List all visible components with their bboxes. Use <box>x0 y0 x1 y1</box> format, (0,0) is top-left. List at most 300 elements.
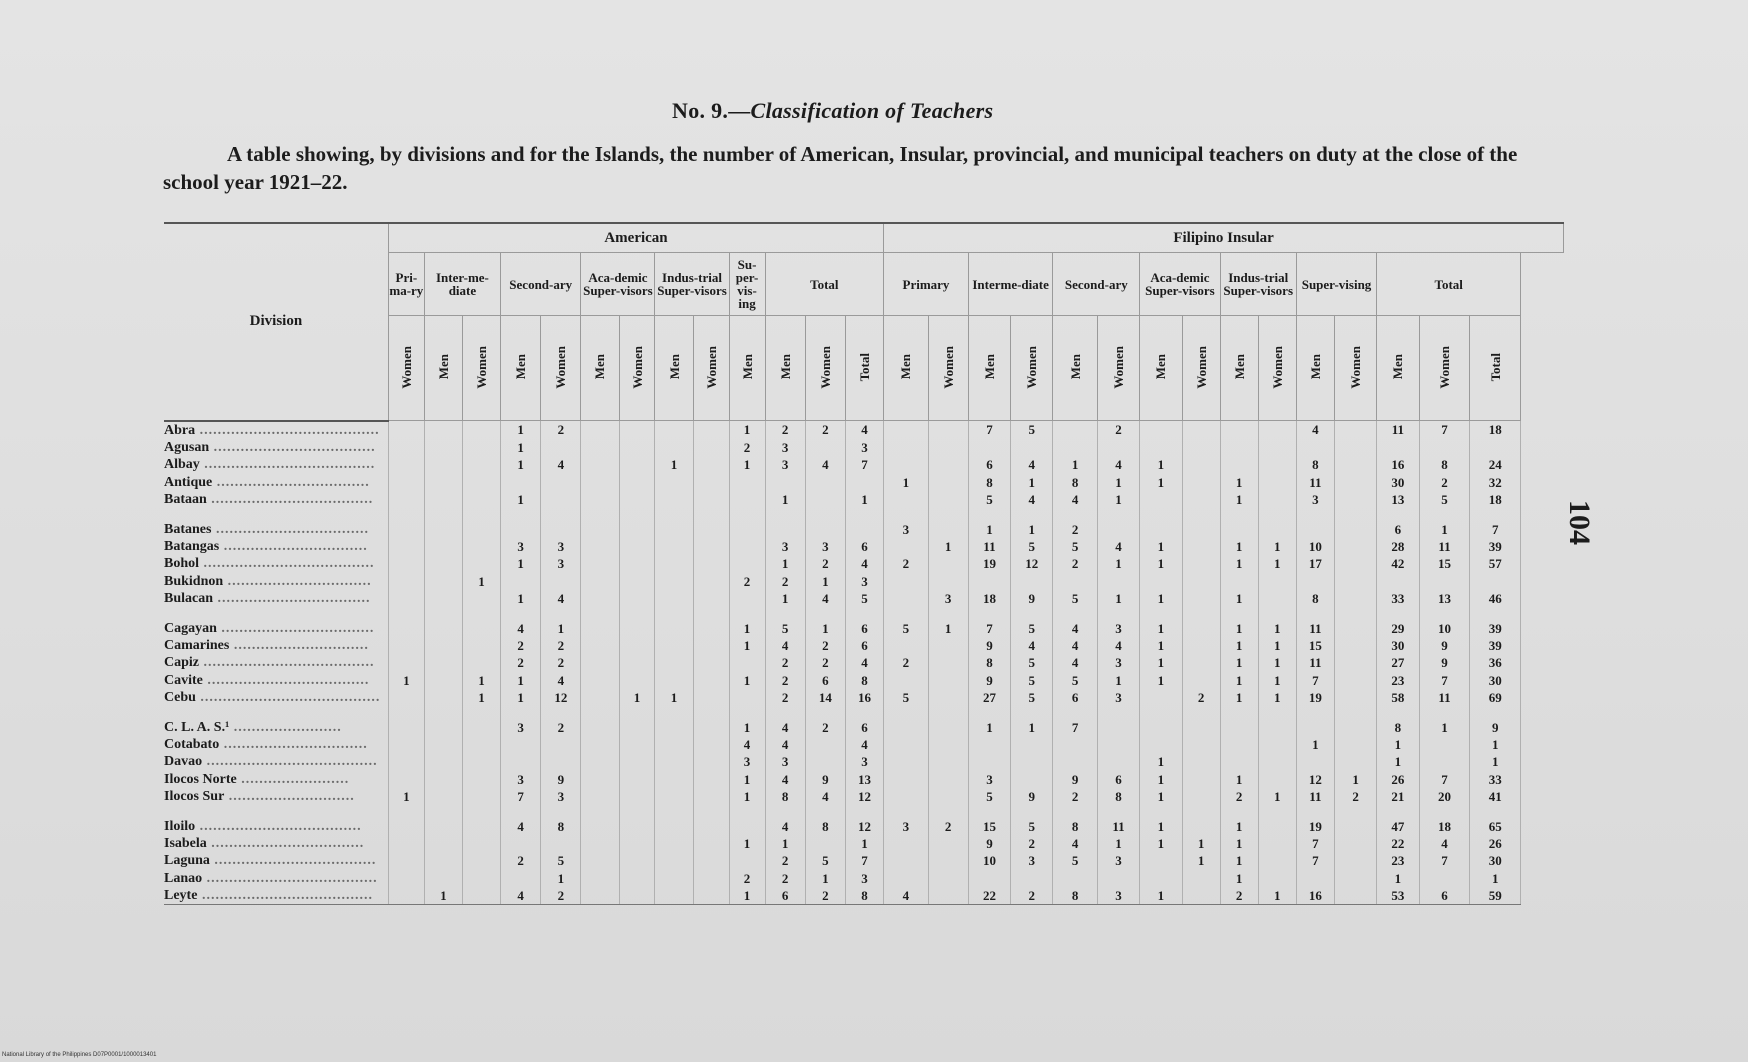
table-cell: 4 <box>729 736 765 753</box>
table-cell: 5 <box>1011 538 1053 555</box>
table-cell: 10 <box>1419 619 1470 636</box>
table-cell: 9 <box>1011 788 1053 805</box>
table-cell: 1 <box>805 619 845 636</box>
table-row <box>164 835 1564 852</box>
sub-header-women <box>388 316 424 421</box>
sub-header-label: Women <box>817 345 833 389</box>
table-cell: 1 <box>968 520 1010 537</box>
table-cell: 1 <box>845 835 883 852</box>
table-cell <box>462 654 500 671</box>
table-cell: 1 <box>1296 736 1334 753</box>
division-name: Bukidnon ................................ <box>164 573 388 590</box>
table-cell: 1 <box>1258 689 1296 706</box>
table-cell: 13 <box>1419 590 1470 607</box>
table-cell <box>805 520 845 537</box>
table-cell: 2 <box>805 637 845 654</box>
table-cell <box>968 869 1010 886</box>
table-cell <box>1334 538 1376 555</box>
sub-header-label: Women <box>1348 345 1364 389</box>
table-cell: 4 <box>1053 491 1097 508</box>
table-cell: 3 <box>928 590 968 607</box>
table-cell: 16 <box>845 689 883 706</box>
table-cell <box>693 672 729 689</box>
table-cell <box>581 474 619 491</box>
division-name-text: Laguna <box>164 853 210 869</box>
table-cell <box>693 538 729 555</box>
table-cell: 6 <box>1053 689 1097 706</box>
table-cell: 17 <box>1296 555 1334 572</box>
table-cell: 3 <box>765 753 805 770</box>
table-cell: 1 <box>1220 491 1258 508</box>
table-cell: 3 <box>1097 852 1139 869</box>
page-number: 104 <box>1563 500 1596 545</box>
american-header: American <box>388 223 883 253</box>
table-cell <box>462 869 500 886</box>
table-cell <box>462 718 500 735</box>
table-cell: 1 <box>1140 771 1182 788</box>
table-cell: 2 <box>1011 887 1053 905</box>
table-cell: 12 <box>845 788 883 805</box>
table-cell: 4 <box>1097 637 1139 654</box>
table-cell: 1 <box>1140 555 1182 572</box>
table-cell <box>1097 736 1139 753</box>
table-cell: 10 <box>1296 538 1334 555</box>
table-cell <box>581 835 619 852</box>
table-cell: 8 <box>1053 474 1097 491</box>
table-cell <box>462 852 500 869</box>
table-cell: 2 <box>541 887 581 905</box>
table-cell: 1 <box>1220 619 1258 636</box>
table-cell <box>968 753 1010 770</box>
table-cell <box>1334 672 1376 689</box>
table-cell: 1 <box>1220 555 1258 572</box>
table-cell: 6 <box>968 456 1010 473</box>
table-cell: 3 <box>1296 491 1334 508</box>
table-cell: 1 <box>1140 654 1182 671</box>
table-cell <box>729 654 765 671</box>
table-cell: 1 <box>1220 771 1258 788</box>
table-cell: 3 <box>1011 852 1053 869</box>
table-cell <box>1470 573 1521 590</box>
table-cell <box>693 573 729 590</box>
table-cell <box>805 439 845 456</box>
table-cell <box>1053 736 1097 753</box>
table-cell: 30 <box>1470 852 1521 869</box>
table-cell: 3 <box>765 538 805 555</box>
table-cell: 30 <box>1377 637 1419 654</box>
table-cell <box>424 753 462 770</box>
table-cell <box>581 689 619 706</box>
table-cell <box>1220 520 1258 537</box>
table-cell <box>655 835 693 852</box>
title-prefix: No. 9.— <box>672 98 751 123</box>
table-cell <box>693 590 729 607</box>
table-cell <box>1334 474 1376 491</box>
table-cell <box>388 718 424 735</box>
table-cell <box>619 887 655 905</box>
sub-header-label: Women <box>398 345 414 389</box>
table-cell <box>1220 753 1258 770</box>
table-row <box>164 654 1564 671</box>
table-cell <box>693 654 729 671</box>
table-cell <box>729 491 765 508</box>
table-cell <box>729 520 765 537</box>
table-cell <box>884 573 928 590</box>
table-cell: 1 <box>1220 654 1258 671</box>
table-cell: 4 <box>765 637 805 654</box>
table-cell: 58 <box>1377 689 1419 706</box>
table-cell <box>928 421 968 439</box>
table-cell: 1 <box>1097 555 1139 572</box>
table-cell: 1 <box>729 771 765 788</box>
table-cell <box>655 817 693 834</box>
table-cell <box>1182 439 1220 456</box>
table-cell: 36 <box>1470 654 1521 671</box>
sub-header-men <box>884 316 928 421</box>
division-name: Davao ...................................... <box>164 753 388 770</box>
table-cell <box>462 491 500 508</box>
table-cell: 7 <box>1470 520 1521 537</box>
table-row <box>164 753 1564 770</box>
table-row <box>164 439 1564 456</box>
sub-header-label: Men <box>592 354 608 380</box>
division-name-text: Cagayan <box>164 620 217 636</box>
table-cell <box>619 520 655 537</box>
table-cell: 2 <box>928 817 968 834</box>
table-cell: 5 <box>805 852 845 869</box>
table-cell <box>388 689 424 706</box>
table-cell: 1 <box>1097 590 1139 607</box>
table-cell: 1 <box>1470 736 1521 753</box>
table-row <box>164 852 1564 869</box>
table-cell <box>845 520 883 537</box>
table-cell <box>655 788 693 805</box>
title-italic: Classification of Teachers <box>750 98 994 123</box>
division-name: Antique .................................. <box>164 474 388 491</box>
table-cell: 1 <box>1470 869 1521 886</box>
sub-header-label: Women <box>473 345 489 389</box>
table-cell <box>1334 555 1376 572</box>
table-cell: 10 <box>968 852 1010 869</box>
table-cell <box>388 736 424 753</box>
table-row <box>164 771 1564 788</box>
table-cell <box>1419 736 1470 753</box>
table-cell: 2 <box>541 654 581 671</box>
division-name: Lanao ...................................... <box>164 869 388 886</box>
table-cell: 4 <box>1053 835 1097 852</box>
table-cell: 33 <box>1377 590 1419 607</box>
table-cell: 1 <box>1097 835 1139 852</box>
sub-header-women <box>1258 316 1296 421</box>
table-cell <box>968 736 1010 753</box>
group-header-6: Total <box>765 253 884 316</box>
table-cell <box>1140 736 1182 753</box>
table-cell: 1 <box>729 456 765 473</box>
table-cell <box>388 887 424 905</box>
table-cell: 1 <box>1258 619 1296 636</box>
sub-header-label: Men <box>1307 354 1323 380</box>
table-cell: 1 <box>1140 619 1182 636</box>
table-cell <box>1258 835 1296 852</box>
table-cell <box>1334 689 1376 706</box>
table-cell <box>693 439 729 456</box>
table-cell <box>581 788 619 805</box>
table-cell <box>501 869 541 886</box>
table-cell: 9 <box>968 637 1010 654</box>
table-cell <box>928 852 968 869</box>
table-cell: 5 <box>845 590 883 607</box>
table-cell <box>581 439 619 456</box>
table-cell <box>1419 439 1470 456</box>
sub-header-label: Men <box>1153 354 1169 380</box>
table-cell <box>1097 573 1139 590</box>
division-name-text: Iloilo <box>164 818 196 834</box>
table-cell <box>388 474 424 491</box>
table-cell <box>1140 852 1182 869</box>
table-cell <box>1182 474 1220 491</box>
table-cell <box>1182 869 1220 886</box>
table-cell: 1 <box>845 491 883 508</box>
table-row <box>164 421 1564 439</box>
table-cell: 1 <box>501 421 541 439</box>
table-cell <box>541 736 581 753</box>
table-cell: 1 <box>501 590 541 607</box>
table-cell <box>1182 817 1220 834</box>
table-cell: 4 <box>501 887 541 905</box>
table-cell: 27 <box>968 689 1010 706</box>
table-cell <box>655 555 693 572</box>
table-cell: 8 <box>845 672 883 689</box>
sub-header-women <box>1097 316 1139 421</box>
table-cell <box>928 654 968 671</box>
table-cell: 2 <box>884 654 928 671</box>
table-cell <box>1258 753 1296 770</box>
table-cell: 5 <box>1011 817 1053 834</box>
table-cell <box>541 520 581 537</box>
table-cell: 1 <box>884 474 928 491</box>
table-cell <box>1419 869 1470 886</box>
division-name-text: Camarines <box>164 637 230 653</box>
table-cell <box>729 538 765 555</box>
table-cell: 1 <box>1220 817 1258 834</box>
table-cell <box>655 887 693 905</box>
table-cell <box>619 573 655 590</box>
table-cell <box>424 573 462 590</box>
table-cell: 6 <box>845 619 883 636</box>
table-cell <box>1011 771 1053 788</box>
table-cell: 1 <box>968 718 1010 735</box>
table-cell <box>928 788 968 805</box>
sub-header-women <box>1182 316 1220 421</box>
table-cell <box>765 520 805 537</box>
table-cell: 2 <box>541 718 581 735</box>
table-cell <box>424 538 462 555</box>
table-cell: 12 <box>1296 771 1334 788</box>
table-cell: 2 <box>541 637 581 654</box>
table-cell <box>1182 637 1220 654</box>
table-cell <box>928 456 968 473</box>
table-cell <box>884 753 928 770</box>
table-cell: 4 <box>1097 456 1139 473</box>
table-cell <box>581 520 619 537</box>
table-cell <box>1220 439 1258 456</box>
table-cell <box>968 439 1010 456</box>
sub-header-label: Total <box>857 352 873 382</box>
table-cell <box>655 718 693 735</box>
table-cell <box>1182 491 1220 508</box>
table-cell: 23 <box>1377 852 1419 869</box>
table-cell <box>1097 718 1139 735</box>
table-cell <box>619 590 655 607</box>
table-cell: 1 <box>1011 474 1053 491</box>
table-cell: 4 <box>845 555 883 572</box>
division-name-text: Lanao <box>164 870 203 886</box>
table-cell: 39 <box>1470 538 1521 555</box>
table-row <box>164 869 1564 886</box>
table-cell <box>619 835 655 852</box>
table-cell: 2 <box>1053 520 1097 537</box>
sub-header-men <box>501 316 541 421</box>
table-cell <box>1011 573 1053 590</box>
table-cell <box>424 689 462 706</box>
table-cell: 5 <box>1011 672 1053 689</box>
table-cell: 5 <box>541 852 581 869</box>
table-cell <box>619 491 655 508</box>
table-row <box>164 689 1564 706</box>
division-name-text: Antique <box>164 474 213 490</box>
table-cell: 1 <box>501 456 541 473</box>
table-cell <box>928 520 968 537</box>
table-cell: 5 <box>1011 619 1053 636</box>
table-cell: 8 <box>1053 817 1097 834</box>
table-cell: 7 <box>1296 835 1334 852</box>
sub-header-men <box>581 316 619 421</box>
table-cell: 3 <box>1097 619 1139 636</box>
table-cell <box>581 852 619 869</box>
table-cell <box>928 689 968 706</box>
table-cell: 2 <box>729 573 765 590</box>
table-cell <box>655 573 693 590</box>
table-cell: 47 <box>1377 817 1419 834</box>
table-row <box>164 590 1564 607</box>
division-name-text: Batanes <box>164 521 212 537</box>
table-cell: 7 <box>968 421 1010 439</box>
table-cell: 3 <box>501 771 541 788</box>
table-cell <box>388 817 424 834</box>
footer-credit: National Library of the Philippines D07P0001/1000013401 <box>2 1052 157 1058</box>
table-cell <box>655 869 693 886</box>
table-cell <box>619 736 655 753</box>
table-cell: 8 <box>1296 456 1334 473</box>
division-name-text: Capiz <box>164 655 199 671</box>
table-cell: 1 <box>1220 689 1258 706</box>
table-cell: 1 <box>805 869 845 886</box>
table-cell <box>424 456 462 473</box>
table-cell: 4 <box>805 788 845 805</box>
table-cell: 22 <box>1377 835 1419 852</box>
table-cell <box>693 474 729 491</box>
division-name: Ilocos Sur ............................ <box>164 788 388 805</box>
division-name: Bataan .................................... <box>164 491 388 508</box>
table-cell <box>655 538 693 555</box>
table-cell: 27 <box>1377 654 1419 671</box>
table-cell <box>424 654 462 671</box>
table-cell: 1 <box>1097 474 1139 491</box>
table-cell <box>581 718 619 735</box>
table-cell <box>619 619 655 636</box>
table-cell <box>1220 736 1258 753</box>
table-cell: 18 <box>1419 817 1470 834</box>
table-cell <box>424 817 462 834</box>
table-cell <box>1140 718 1182 735</box>
table-cell <box>424 835 462 852</box>
division-header: Division <box>164 223 388 421</box>
table-cell <box>501 753 541 770</box>
table-cell: 18 <box>968 590 1010 607</box>
table-cell <box>1334 835 1376 852</box>
table-cell: 30 <box>1377 474 1419 491</box>
table-cell <box>1258 520 1296 537</box>
table-cell <box>424 474 462 491</box>
group-header-11: Indus-trial Super-visors <box>1220 253 1296 316</box>
table-cell: 4 <box>1053 637 1097 654</box>
table-cell: 3 <box>541 555 581 572</box>
table-cell: 2 <box>1053 788 1097 805</box>
table-cell: 5 <box>1011 689 1053 706</box>
table-cell <box>1258 491 1296 508</box>
table-cell <box>1097 520 1139 537</box>
table-cell <box>462 590 500 607</box>
table-cell <box>693 456 729 473</box>
table-cell <box>1334 590 1376 607</box>
table-cell: 1 <box>1419 718 1470 735</box>
table-cell: 9 <box>1053 771 1097 788</box>
table-cell <box>388 753 424 770</box>
table-cell <box>424 619 462 636</box>
table-cell <box>462 753 500 770</box>
table-cell: 2 <box>501 852 541 869</box>
division-name-text: Agusan <box>164 440 210 456</box>
table-cell: 1 <box>388 672 424 689</box>
table-cell <box>1182 619 1220 636</box>
table-cell <box>928 771 968 788</box>
table-cell: 13 <box>1377 491 1419 508</box>
table-cell <box>1011 753 1053 770</box>
table-cell <box>928 835 968 852</box>
group-header-10: Aca-demic Super-visors <box>1140 253 1220 316</box>
table-cell <box>388 520 424 537</box>
row-spacer <box>164 805 1564 817</box>
table-cell <box>388 852 424 869</box>
table-cell <box>541 753 581 770</box>
table-cell <box>619 538 655 555</box>
table-cell <box>1334 736 1376 753</box>
table-cell <box>388 590 424 607</box>
table-cell <box>805 491 845 508</box>
table-cell: 2 <box>1011 835 1053 852</box>
table-cell <box>462 474 500 491</box>
table-cell <box>655 590 693 607</box>
sub-header-label: Total <box>1487 352 1503 382</box>
table-cell: 4 <box>1011 456 1053 473</box>
table-cell: 1 <box>1220 538 1258 555</box>
table-cell <box>655 753 693 770</box>
table-cell: 8 <box>1377 718 1419 735</box>
table-cell: 2 <box>805 718 845 735</box>
table-cell: 12 <box>845 817 883 834</box>
table-cell <box>462 421 500 439</box>
table-cell <box>1140 439 1182 456</box>
